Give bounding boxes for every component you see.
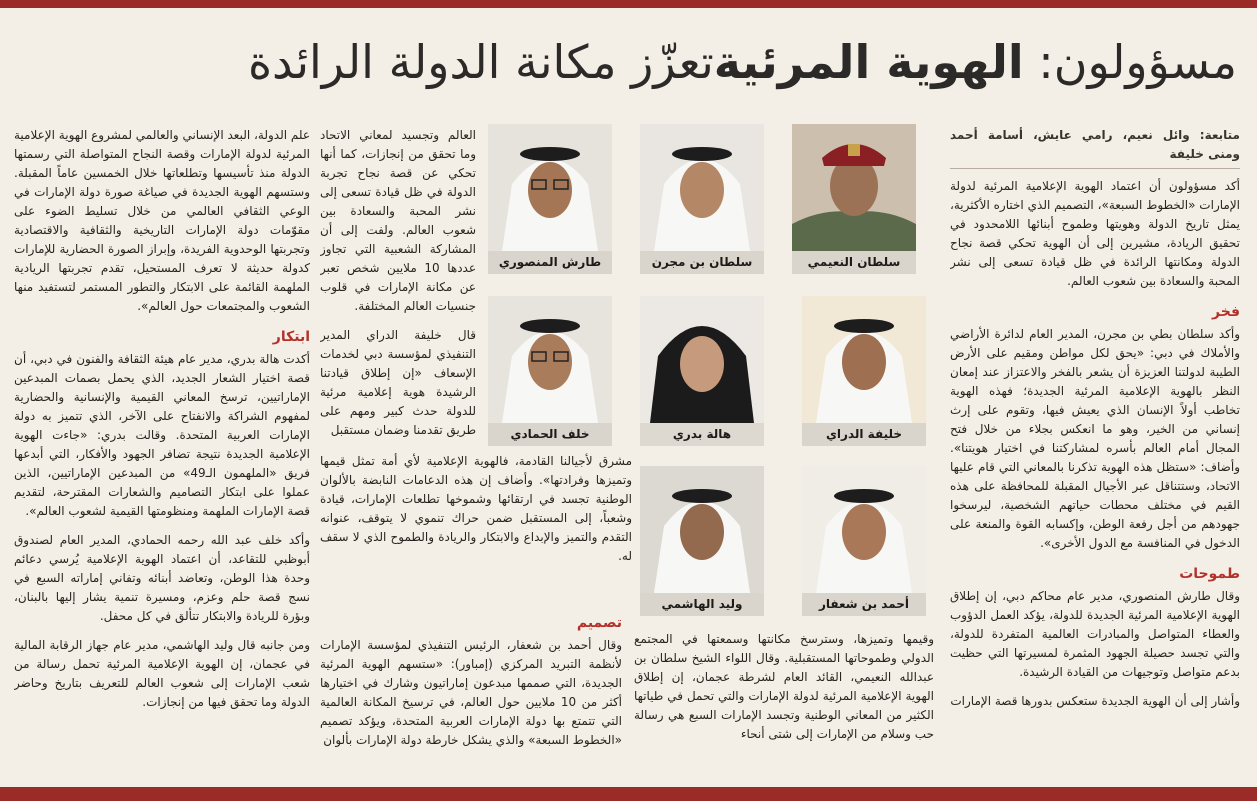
column-4-top xyxy=(320,126,476,448)
portrait-ghutra-glasses xyxy=(488,296,612,423)
col5-paragraph-1: علم الدولة، البعد الإنساني والعالمي لمشروع الهوية الإعلامية المرئية لدولة الإمارات وقصة النجاح المتواصلة التي رسمتها الدولة منذ تأسيسها وتطلعاتها خلال الخمسين عاماً المقبلة. وستسهم الهوية الجديدة في صياغة صورة دولة الإمارات في الوعي الثقافي العالمي من خلال تسليط الضوء على مقوّمات دولة الإمارات التاريخية والثقافية والاقتصادية وتجربتها الوحدوية الفريدة، وإبراز الصورة الحضارية للإمارات كدولة حديثة لا تعرف المستحيل، تقدم تجربتها الريادية الملهمة القائمة على الابتكار والتطور المستمر لتستفيد منها الشعوب والمجتمعات حول العالم». xyxy=(14,128,310,313)
photo-caption: خليفة الدراي xyxy=(802,423,926,446)
portrait-hijab xyxy=(640,296,764,423)
col4-paragraph-1: العالم وتجسيد لمعاني الاتحاد وما تحقق من إنجازات، كما أنها تحكي عن قصة نجاح تجربة الدولة في ظل قيادة تسعى إلى نشر المحبة والسعادة بين شعوب العالم. ولفت إلى أن المشاركة الشعبية التي تجاوز عددها 10 ملايين شخص تعبر عن مكانة الإمارات في قلوب جنسيات العالم المختلفة. xyxy=(320,128,476,313)
photo-caption: وليد الهاشمي xyxy=(640,593,764,616)
section-heading-ambitions: طموحات xyxy=(1179,566,1240,582)
portrait-ghutra xyxy=(640,124,764,251)
portrait-ghutra xyxy=(802,296,926,423)
col5-paragraph-3: وأكد خلف عبد الله رحمه الحمادي، المدير العام لصندوق أبوظبي للتقاعد، أن اعتماد الهوية الإعلامية يُرسي دعائم وحدة هذا الوطن، وتعاضد أبنائه وتفاني إماراته السبع في نسج قصة حلم وعزم، ومسيرة تنمية يشار إليها بالبنان، وبؤرة للريادة والابتكار تتألق في كل محفل. xyxy=(14,533,310,623)
page-headline xyxy=(217,30,1237,94)
bottom-column-b xyxy=(320,606,622,780)
headline-part2: تعزّز مكانة الدولة الرائدة xyxy=(247,35,714,89)
photo-caption: هالة بدري xyxy=(640,423,764,446)
section-heading-pride: فخر xyxy=(1212,304,1240,320)
photo-sultan-alnuaimi xyxy=(792,124,916,274)
photo-ahmed-bin-shafar xyxy=(802,466,926,616)
photo-caption: سلطان النعيمي xyxy=(792,251,916,274)
photo-sultan-bin-mejren xyxy=(640,124,764,274)
photo-khalaf-alhammadi xyxy=(488,296,612,446)
col1-paragraph-3: وقال طارش المنصوري، مدير عام محاكم دبي، إن إطلاق الهوية الإعلامية المرئية الجديدة للدولة، يؤكد العمل الدؤوب والعطاء المتواصل والمبادرات العالمية المتفردة للدولة، والتي تجسد حصيلة الجهود المثمرة لمسيرتها التي حظيت بدعم متواصل وتوجيهات من القيادة الرشيدة. xyxy=(950,589,1240,679)
section-heading-design: تصميم xyxy=(576,615,622,631)
col4-paragraph-2: قال خليفة الدراي المدير التنفيذي لمؤسسة دبي لخدمات الإسعاف «إن إطلاق قيادتنا الرشيدة هوية إعلامية مرئية للدولة حدث كبير ومهم على طريق تقدمنا وضمان مستقبل xyxy=(320,328,476,437)
headline-bold: الهوية المرئية xyxy=(713,35,1024,89)
col5-paragraph-4: ومن جانبه قال وليد الهاشمي، مدير عام جهاز الرقابة المالية في عجمان، إن الهوية الإعلامية المرئية تحمل رسالة من شعب الإمارات إلى شعوب العالم للتعريف بتاريخ وحاضر الدولة وما تحقق فيها من إنجازات. xyxy=(14,638,310,709)
photo-waleed-alhashemi xyxy=(640,466,764,616)
col5-paragraph-2: أكدت هالة بدري، مدير عام هيئة الثقافة والفنون في دبي، أن قصة اختيار الشعار الجديد، الذي يحمل بصمات المبدعين الإماراتيين، ترسخ المعاني القيمية والإنسانية والحضارية لمفهوم الشراكة والانفتاح على الآخر، الذي تتميز به دولة الإمارات العربية المتحدة. وقالت بدري: «جاءت الهوية الإعلامية الجديدة نتيجة تضافر الجهود والأفكار، التي أبدعها فريق «الملهمون الـ49» من المبدعين الإماراتيين، الذين عملوا على ابتكار التصاميم والشعارات المقترحة، لتقديم قصة الإمارات الملهمة ومنظومتها القيمية لشعوب العالم». xyxy=(14,352,310,518)
wide-paragraph-block xyxy=(320,452,632,602)
portrait-ghutra xyxy=(640,466,764,593)
bottom-column-a xyxy=(634,630,934,780)
photo-tarish-almansouri xyxy=(488,124,612,274)
photo-caption: طارش المنصوري xyxy=(488,251,612,274)
photo-caption: خلف الحمادي xyxy=(488,423,612,446)
section-heading-innovation: ابتكار xyxy=(272,329,310,345)
photo-caption: سلطان بن مجرن xyxy=(640,251,764,274)
photo-khalifa-aldarai xyxy=(802,296,926,446)
column-1 xyxy=(950,126,1240,756)
col1-paragraph-2: وأكد سلطان بطي بن مجرن، المدير العام لدائرة الأراضي والأملاك في دبي: «يحق لكل مواطن ومقيم على الأرض الطيبة لدولتنا العزيزة أن يشعر بالفخر والاعتزاز عند إمعان النظر بالهوية الإعلامية المرئية الجديدة؛ فهذه الهوية تخاطب أولاً الإنسان الذي يعيش فيها، وتقوم على إرث إنساني من الخير، وهو ما انعكس بجلاء من خلال فتح المجال أمام العالم بأسره لمشاركتنا في اختيار هويتنا». وأضاف: «ستظل هذه الهوية تذكرنا بالمعاني التي قام عليها الاتحاد، وستتناقل عبر الأجيال المقبلة للمحافظة على هذه القيم في مختلف محطات حياتهم الشخصية، ليرسخوا جهودهم من أجل رفعة الوطن، وإكسابه القوة والمنعة على الدخول في المنافسة مع الدول الأخرى». xyxy=(950,327,1240,550)
col1-paragraph-1: أكد مسؤولون أن اعتماد الهوية الإعلامية المرئية لدولة الإمارات «الخطوط السبعة»، التصميم الذي اختاره الأكثرية، يمثل تاريخ الدولة وهويتها وطموح أبنائها اللامحدود في تحقيق الريادة، مشيرين إلى أن الهوية تحكي قصة نجاح الدولة ومكانتها الرائدة في ظل قيادة تسعى إلى نشر المحبة والسعادة بين شعوب العالم. xyxy=(950,179,1240,288)
byline: متابعة: وائل نعيم، رامي عايش، أسامة أحمد ومنى خليفة xyxy=(950,128,1240,161)
bottom-paragraph-a: وقيمها وتميزها، وسترسخ مكانتها وسمعتها في المجتمع الدولي وطموحاتها المستقبلية. وقال اللواء الشيخ سلطان بن عبدالله النعيمي، القائد العام لشرطة عجمان، إن إطلاق الهوية الإعلامية المرئية لدولة الإمارات والتي تحمل في طياتها الكثير من المعاني الوطنية وتجسد الإمارات السبع هي رسالة حب وسلام من الإمارات إلى شتى أنحاء xyxy=(634,632,934,741)
photo-hala-badri xyxy=(640,296,764,446)
col1-paragraph-4: وأشار إلى أن الهوية الجديدة ستعكس بدورها قصة الإمارات xyxy=(950,694,1240,708)
bottom-paragraph-b: وقال أحمد بن شعفار، الرئيس التنفيذي لمؤسسة الإمارات لأنظمة التبريد المركزي (إمباور): «ستسهم الهوية المرئية الجديدة، التي صممها مبدعون إماراتيون وشارك في اختيارها أكثر من 10 ملايين حول العالم، في ترسيخ المكانة العالمية التي تتمتع بها دولة الإمارات العربية المتحدة، ويؤكد تصميم «الخطوط السبعة» والذي يشكل خارطة دولة الإمارات بألوان xyxy=(320,638,622,747)
headline-part1: مسؤولون: xyxy=(1023,35,1237,89)
bottom-color-bar xyxy=(0,787,1257,801)
portrait-officer xyxy=(792,124,916,251)
column-5 xyxy=(14,126,310,756)
portrait-ghutra-glasses xyxy=(488,124,612,251)
portrait-ghutra xyxy=(802,466,926,593)
top-color-bar xyxy=(0,0,1257,8)
wide-paragraph: مشرق لأجيالنا القادمة، فالهوية الإعلامية لأي أمة تمثل قيمها وتميزها وفرادتها». وأضاف إن هذه الدعامات النابضة بالألوان الوطنية تجسد في ارتقائها وشموخها تطلعات الإمارات، قيادة وشعباً، إلى المستقبل ضمن حراك تنموي لا يتوقف، عنوانه التقدم والتميز والإبداع والابتكار والريادة والطموح الذي لا سقف له. xyxy=(320,454,632,563)
photo-caption: أحمد بن شعفار xyxy=(802,593,926,616)
byline-rule xyxy=(950,168,1240,169)
